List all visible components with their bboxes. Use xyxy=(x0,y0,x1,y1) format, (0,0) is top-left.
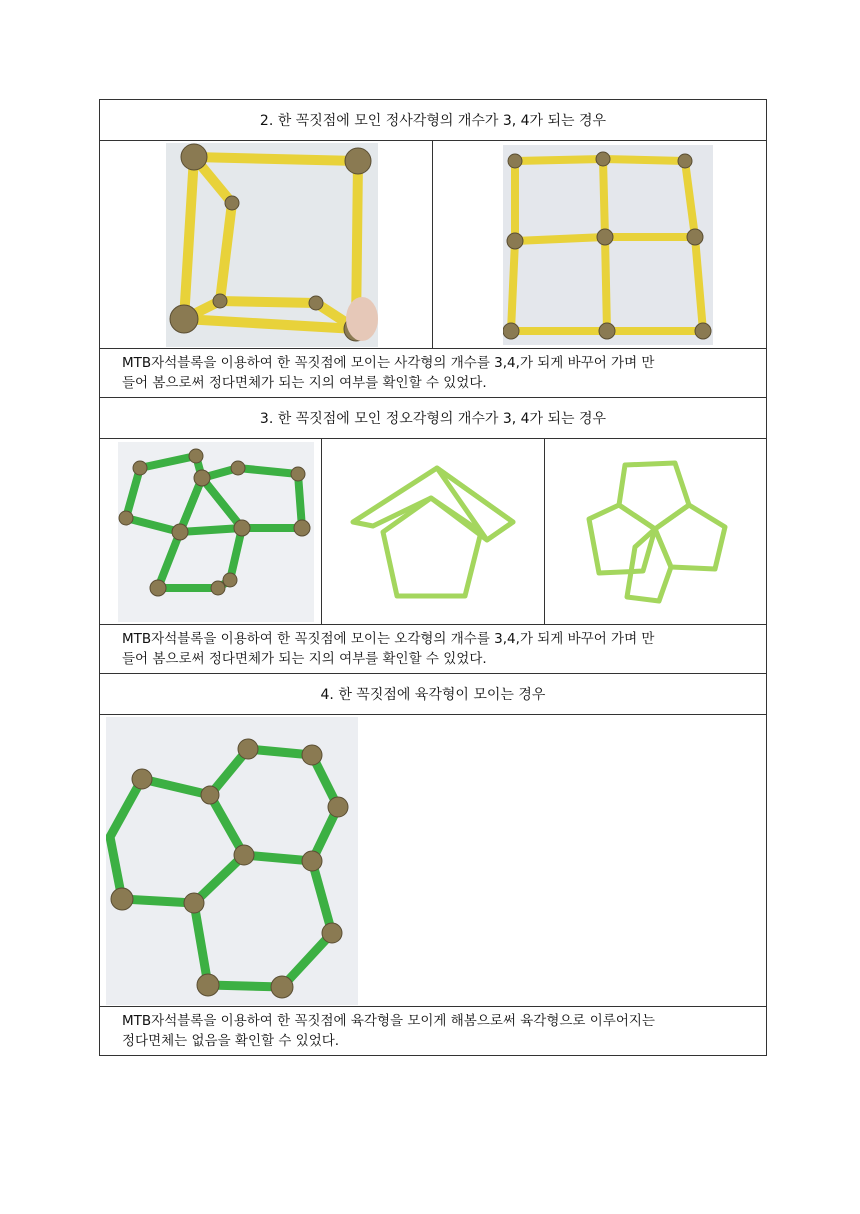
square-grid-photo xyxy=(503,145,713,345)
section-4-caption xyxy=(100,1007,767,1056)
section-2-caption-line-1: MTB자석블록을 이용하여 한 꼭짓점에 모이는 사각형의 개수를 3,4,가 되게 바꾸어 가며 만 xyxy=(122,355,655,371)
section-3-caption-line-2: 들어 봄으로써 정다면체가 되는 지의 여부를 확인할 수 있었다. xyxy=(122,651,487,667)
four-pentagon-outline-cell xyxy=(544,439,766,625)
three-pentagon-outline-cell xyxy=(322,439,544,625)
square-grid-photo-cell xyxy=(433,141,767,349)
cube-frame-photo xyxy=(166,143,378,347)
section-3-caption xyxy=(100,625,767,674)
section-4-heading: 4. 한 꼭짓점에 육각형이 모이는 경우 xyxy=(100,674,767,715)
pentagon-block-photo xyxy=(118,442,314,622)
section-3-caption-line-1: MTB자석블록을 이용하여 한 꼭짓점에 모이는 오각형의 개수를 3,4,가 되게 바꾸어 가며 만 xyxy=(122,631,655,647)
section-4-caption-line-1: MTB자석블록을 이용하여 한 꼭짓점에 육각형을 모이게 해봄으로써 육각형으로 이루어지는 xyxy=(122,1013,655,1029)
four-pentagon-outline xyxy=(575,457,735,607)
section-4-caption-line-2: 정다면체는 없음을 확인할 수 있었다. xyxy=(122,1033,340,1049)
section-2-caption-line-2: 들어 봄으로써 정다면체가 되는 지의 여부를 확인할 수 있었다. xyxy=(122,375,487,391)
document-table xyxy=(99,99,767,1056)
hexagon-block-photo xyxy=(106,717,358,1005)
hexagon-block-photo-cell xyxy=(100,715,767,1007)
pentagon-block-photo-cell xyxy=(100,439,322,625)
cube-frame-photo-cell xyxy=(100,141,433,349)
section-2-heading: 2. 한 꼭짓점에 모인 정사각형의 개수가 3, 4가 되는 경우 xyxy=(100,100,767,141)
section-2-caption xyxy=(100,349,767,398)
three-pentagon-outline xyxy=(343,462,523,602)
section-3-heading: 3. 한 꼭짓점에 모인 정오각형의 개수가 3, 4가 되는 경우 xyxy=(100,398,767,439)
